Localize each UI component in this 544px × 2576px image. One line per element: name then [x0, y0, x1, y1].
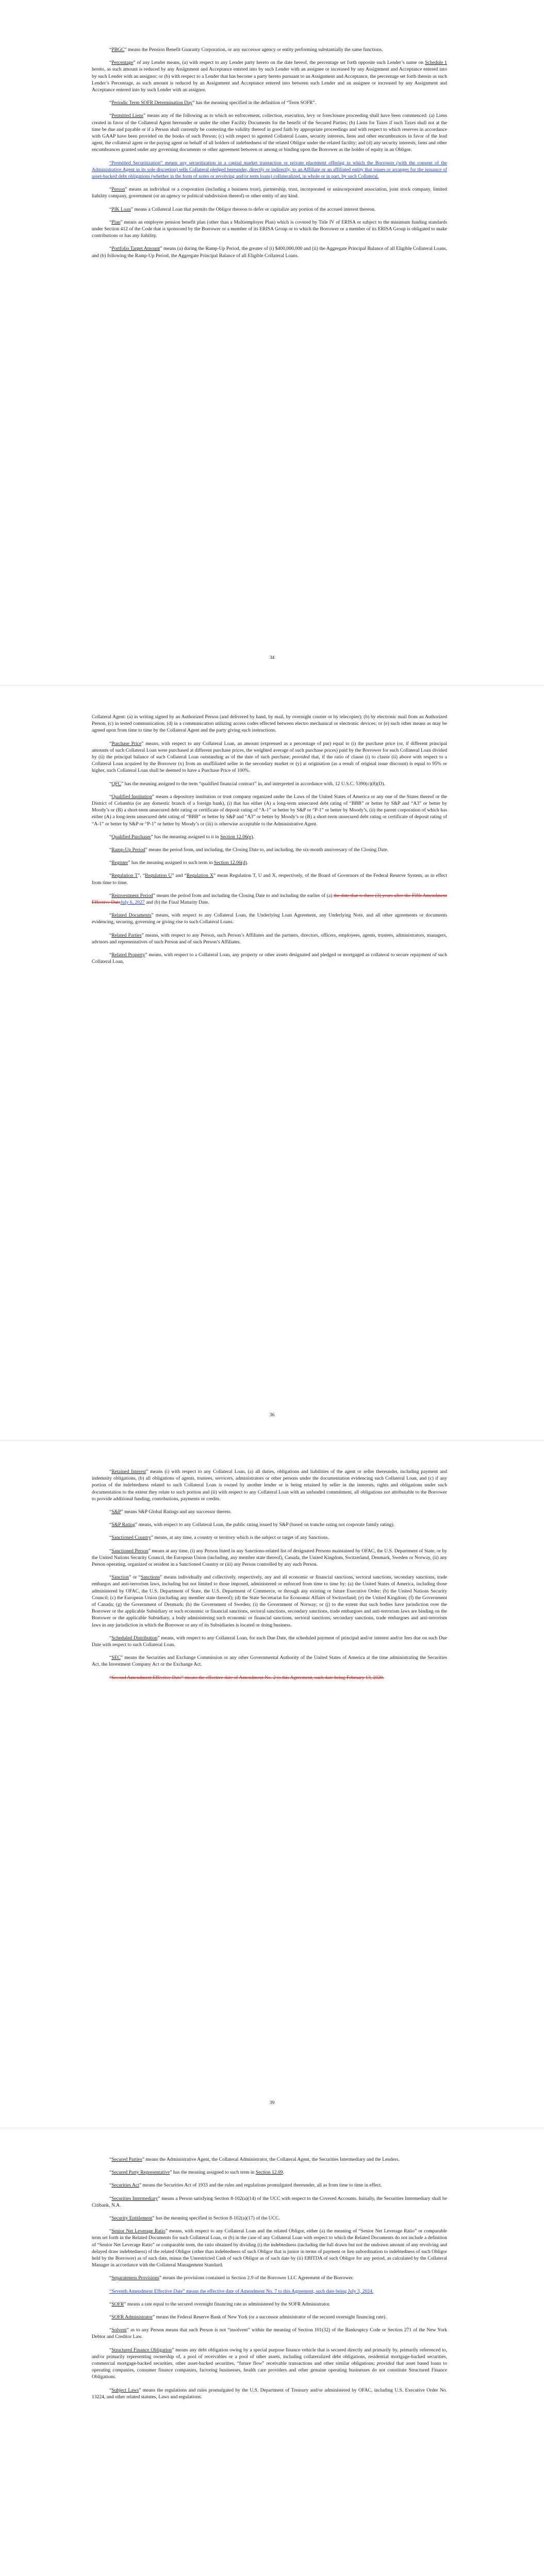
- defined-term: QFC: [111, 781, 121, 787]
- definition-retained-interest: [92, 1468, 447, 1502]
- deleted-text: the date that is three (3) years after the Fifth Amendment Effective Date: [92, 892, 447, 906]
- definition-proper-instructions-continued: [92, 714, 447, 734]
- text-run: “: [109, 834, 112, 840]
- text-run: ” of any Lender means, (a) with respect to any Lender party hereto on the date hereof, the percentage set forth opposite such Lender’s name on: [133, 60, 425, 66]
- text-run: that asset based loans to operating companies, consumer finance companies, factoring businesses, health care providers and other genuine operating businesses do not constitute Structured Finance Obligations.: [92, 2361, 447, 2380]
- definition-percentage: [92, 59, 447, 93]
- text-run: “: [109, 873, 112, 879]
- text-run: ” means any debt obligation owing by a special purpose finance vehicle that is secured directly and primarily by, primarily referenced to, and/or primarily representing ownership of, a pool of receivables or a pool of other assets, including collateralized debt obligations, residential mortgage-backed securities, commercial mortgage-backed securities, other asset-backed securities, “future flow” receivable transactions and other similar obligations;: [92, 2347, 447, 2367]
- defined-term: PIK Loan: [111, 206, 131, 212]
- text-run: ” means, at any time, a country or territory which is the subject or target of any Sanctions.: [151, 1535, 329, 1541]
- text-run: and (b) the Final Maturity Date.: [144, 900, 209, 906]
- defined-term: Securities Act: [111, 2182, 139, 2189]
- definition-pbgc: [92, 46, 447, 53]
- text-run: “: [109, 1535, 112, 1541]
- definition-securities-intermediary: [92, 2195, 447, 2209]
- text-run: ” has the meaning assigned to such term in: [128, 860, 214, 866]
- defined-term: Section 12.06(e): [220, 834, 253, 840]
- defined-term: Permitted Liens: [111, 113, 143, 119]
- text-run: ” as to any Person means that such Person is not “insolvent” within the meaning of Section 101(32) of the Bankruptcy Code or Section 271 of the New York Debtor and Creditor Law.: [92, 2327, 447, 2340]
- defined-term: Scheduled Distribution: [111, 1635, 158, 1641]
- text-run: ” means, with respect to a Collateral Loan, any property or other assets designated and pledged or mortgaged as collateral to secure repayment of such Collateral Loan,: [92, 952, 447, 965]
- defined-term: Qualified Purchaser: [111, 834, 151, 840]
- defined-term: Securities Intermediary: [111, 2195, 158, 2201]
- page-34-body: [0, 46, 544, 265]
- page-39-body: [0, 1468, 544, 1687]
- text-run: “: [109, 793, 112, 800]
- text-run: “: [109, 740, 112, 747]
- defined-term: Schedule 1: [425, 60, 447, 66]
- defined-term: Related Property: [111, 952, 145, 958]
- text-run: ” means the provisions contained in Section 2.9 of the Borrower LLC Agreement of the Borrower.: [159, 2275, 354, 2281]
- text-run: “: [109, 2182, 112, 2189]
- text-run: ” means the period from, and including, the Closing Date to, and including, the six-month anniversary of the Closing Date.: [145, 847, 389, 853]
- text-run: ” means at any time, (i) any Person listed in any Sanctions-related list of designated Persons maintained by OFAC, the U.S. Department of State, or by the United Nations Security Council, the European Union (including, any member state thereof), Canada, the United Kingdom, Switzerland, Denmark, Sweden or Norway, (ii) any Person operating, organized or resident in a Sanctioned Country or (iii) any Person controlled by any such Person.: [92, 1548, 447, 1568]
- text-run: ”, “: [138, 873, 145, 879]
- text-run: ” means an employee pension benefit plan (other than a Multiemployer Plan) which is covered by Title IV of ERISA or subject to the minimum funding standards under Section 412 of the Code that is sponsored by the Borrower or a member of its ERISA Group or to which the Borrower or a member of its ERISA Group is obligated to make contributions or has any liability.: [92, 219, 447, 239]
- text-run: “: [109, 219, 112, 225]
- text-run: “: [109, 2157, 112, 2162]
- defined-term: Regulation U: [145, 873, 172, 879]
- definition-subject-laws: [92, 2387, 447, 2400]
- italic-text: provided: [376, 2361, 394, 2367]
- text-run: ” means (i) with respect to any Collateral Loan, (a) all duties, obligations and liabilities of the agent or seller thereunder, including payment and indemnity obligations, (b) all obligations of agents, trustees, servicers, administrators or other persons under the documentation evidencing such Collateral Loan, and (c) if any portion of the indebtedness related to such Collateral Loan is owned by another lender or is being retained by seller in the interests, rights and obligations under such documentation to the extent they relate to such portion and (ii) with respect to any Collateral Loan with an unfunded commitment, all obligations not attributable to the Borrower to provide additional funding, contributions, payments or credits.: [92, 1469, 448, 1502]
- text-run: “: [109, 2387, 112, 2393]
- page-number: 36: [269, 1412, 275, 1418]
- definition-related-parties: [92, 932, 447, 945]
- defined-term: S&P: [111, 1509, 121, 1515]
- definition-person: [92, 186, 447, 199]
- defined-term: SOFR Administrator: [111, 2314, 153, 2320]
- text-run: “: [109, 1548, 112, 1554]
- definition-ramp-up-period: [92, 846, 447, 853]
- text-run: ” means, with respect to any Collateral Loan, for each Due Date, the scheduled payment of principal and/or interest and/or fees due on such Due Date with respect to such Collateral Loan.: [92, 1635, 448, 1648]
- text-run: ” means the regulations and rules promulgated by the U.S. Department of Treasury and/or administered by OFAC, including U.S. Executive Order No. 13224, and other related statutes, Laws and regulations.: [92, 2387, 447, 2400]
- text-run: ” means, with respect to any Collateral Loan and the related Obligor, either (a) the meaning of “Senior Net Leverage Ratio” or comparable term set forth in the Related Documents for such Collateral Loan, or (b) in the case of any Collateral Loan with respect to which the Related Documents do not include a definition of “Senior Net Leverage Ratio” or comparable term, the ratio obtained by dividing (i) the indebtedness (including the full drawn but not the undrawn amount of any revolving and delayed draw indebtedness) of the related Obligor (other than indebtedness of such Obligor that is junior in terms of payment or lien subordination to indebtedness of such Obligor held by the Borrower) as of such date, minus the Unrestricted Cash of such Obligor as of such date by (ii) EBITDA of such Obligor for any period, as calculated by the Collateral Manager in accordance with the Collateral Management Standard.: [92, 2228, 448, 2268]
- text-run: “: [109, 1522, 112, 1528]
- defined-term: Reinvestment Period: [111, 892, 153, 899]
- text-run: ” means, with respect to any Collateral Loan, the public rating issued by S&P (based on tranche rating not corporate family rating).: [135, 1522, 395, 1528]
- text-run: ” means individually and collectively, respectively, any and all economic or financial sanctions, sectoral sanctions, secondary sanctions, trade embargos and anti-terrorism laws, including but not limited to those imposed, administered or enforced from time to time by: (a) the United States of America, including those administered by OFAC, the U.S. Department of State, the U.S. Department of Commerce, or through any existing or future Executive Order; (b) the United Nations Security Council; (c) the European Union (including any member state thereof); (d) the State Secretariat for Economic Affairs of Switzerland; (e) the United Kingdom; (f) the Government of Canada; (g) the Government of Denmark; (h) the Government of Sweden; (i) the Government of Norway; or (j) to the extent that such bodies have jurisdiction over the Borrower or the applicable Subsidiary or such economic or financial sanctions, sectoral sanctions, secondary sanctions, trade embargoes and anti-terrorism laws are binding on the Borrower or the applicable Subsidiary, a body administering such economic or financial sanctions, sectoral sanctions, secondary sanctions, trade embargoes and anti-terrorism laws in any jurisdiction in which the Borrower or any of its Subsidiaries is located or doing business.: [92, 1574, 447, 1628]
- text-run: ” means the period from and including the Closing Date to and including the earlier of (a): [153, 892, 334, 899]
- text-run: “: [109, 2195, 112, 2201]
- text-run: ” has the meaning specified in the definition of “Term SOFR”.: [192, 100, 317, 106]
- defined-term: Sanctioned Country: [111, 1535, 151, 1541]
- inserted-text: “Permitted Securitization” means any securitization in a capital market transaction or private placement offering in which the Borrower (with the consent of the Administrative Agent in its sole discretion) sells Collateral pledged hereunder, directly or indirectly, to an Affiliate or an affiliated entity that issues or arranges for the issuance of asset-backed debt obligations (whether in the form of notes or revolving and/or term loans) collateralized, in whole or in part, by such Collateral.: [92, 160, 447, 180]
- defined-term: Secured Parties: [111, 2157, 142, 2162]
- definition-pik-loan: [92, 206, 447, 213]
- definition-qualified-institution: [92, 793, 447, 827]
- text-run: .: [246, 860, 249, 866]
- definition-s-and-p: [92, 1509, 447, 1515]
- text-run: ” means a Collateral Loan that permits the Obligor thereon to defer or capitalize any portion of the accrued interest thereon.: [130, 206, 376, 212]
- definition-sanctioned-person: [92, 1548, 447, 1568]
- deleted-text: “Second Amendment Effective Date” means the effective date of Amendment No. 2 to this Agreement, such date being February 13, 2020.: [109, 1674, 385, 1681]
- text-run: ” means a rate equal to the secured overnight financing rate as administered by the SOFR Administrator.: [124, 2301, 331, 2307]
- text-run: ” means S&P Global Ratings and any successor thereto.: [121, 1509, 232, 1515]
- text-run: ” means, with respect to any Collateral Loan, an amount (expressed as a percentage of par) equal to (i) the purchase price (or, if different principal amounts of such Collateral Loan were purchased at different purchase prices, the weighted average of such purchase prices) paid by the Borrower for such Collateral Loan divided by (ii) the principal balance of such Collateral Loan outstanding as of the date of such purchase;: [92, 740, 447, 760]
- text-run: “: [109, 847, 112, 853]
- defined-term: Sanctioned Person: [111, 1548, 149, 1554]
- definition-periodic-term-sofr-determination-day: [92, 99, 447, 106]
- defined-term: Portfolio Target Amount: [111, 246, 160, 252]
- defined-term: Related Documents: [111, 912, 152, 919]
- defined-term: Related Parties: [111, 932, 142, 938]
- text-run: ” means an individual or a corporation (including a business trust), partnership, trust, incorporated or unincorporated association, joint stock company, limited liability company, government (or an agency or political subdivision thereof) or other entity of any kind.: [92, 187, 447, 199]
- defined-term: S&P Rating: [111, 1522, 136, 1528]
- defined-term: Qualified Institution: [111, 793, 152, 800]
- defined-term: Sanctions: [140, 1574, 160, 1581]
- text-run: hereto, as such amount is reduced by any Assignment and Acceptance entered into by such Lender with an assignee or increased by any Assignment and Acceptance entered into by such Lender with an assignor; or (b) with respect to a Lender that has become a party hereto pursuant to an Assignment and Acceptance, the percentage set forth therein as such Lender’s Percentage, as such amount is reduced by an Assignment and Acceptance entered into between such Lender and an assignee or increased by any Assignment and Acceptance entered into by such Lender with an assignor.: [92, 66, 447, 93]
- definition-s-and-p-rating: [92, 1521, 447, 1528]
- definition-separateness-provisions: [92, 2275, 447, 2281]
- definition-sanctions: [92, 1574, 447, 1629]
- page-separator: [0, 685, 544, 686]
- definition-regulations-t-u-x: [92, 872, 447, 886]
- definition-sofr: [92, 2301, 447, 2308]
- definition-security-entitlement: [92, 2215, 447, 2222]
- definition-qualified-purchaser: [92, 834, 447, 840]
- page-number: 34: [269, 655, 275, 660]
- defined-term: Security Entitlement: [111, 2215, 153, 2222]
- defined-term: Section 12.09: [255, 2170, 283, 2176]
- text-run: “: [109, 892, 112, 899]
- definition-solvent: [92, 2327, 447, 2340]
- defined-term: Plan: [111, 219, 121, 225]
- definition-register: [92, 859, 447, 866]
- text-run: Collateral Agent: (a) in writing signed by an Authorized Person (and delivered by hand, by mail, by overnight courier or by telecopier); (b) by electronic mail from an Authorized Person, (c) in tested communication; (d) in a communication utilizing access codes effected between electro mechanical or electronic devices; or (e) such other means as may be agreed upon from time to time by the Collateral Agent and the party giving such instructions.: [92, 714, 447, 734]
- text-run: “: [109, 2228, 112, 2234]
- defined-term: SOFR: [111, 2301, 124, 2307]
- text-run: “: [109, 781, 112, 787]
- italic-text: provided: [292, 754, 310, 760]
- text-run: ” means a Person satisfying Section 8-102(a)(14) of the UCC with respect to the Covered Accounts. Initially, the Securities Intermediary shall be Citibank, N.A.: [92, 2195, 447, 2208]
- text-run: “: [109, 187, 112, 193]
- defined-term: Separateness Provisions: [111, 2275, 159, 2281]
- text-run: ” means the Securities Act of 1933 and the rules and regulations promulgated thereunder, all as from time to time in effect.: [139, 2182, 382, 2189]
- text-run: “: [109, 2347, 112, 2353]
- page-36-body: [0, 714, 544, 971]
- text-run: “: [109, 60, 112, 66]
- definition-secured-parties: [92, 2156, 447, 2163]
- defined-term: Subject Laws: [111, 2387, 139, 2393]
- text-run: “: [109, 2215, 112, 2222]
- definition-related-property: [92, 952, 447, 965]
- text-run: “: [109, 246, 112, 252]
- text-run: “: [109, 206, 112, 212]
- text-run: “: [109, 912, 112, 919]
- definition-seventh-amendment-effective-date-inserted: [92, 2288, 447, 2295]
- text-run: that, if the ratio of clause (i) to clause (ii) above with respect to a Collateral Loan acquired by the Borrower (x) from an unaffiliated seller in the secondary market or (y) at origination (as a result of original issue discount) is equal to 95% or higher, such Collateral Loan shall be deemed to have a Purchase Price of 100%.: [92, 754, 447, 774]
- definition-related-documents: [92, 912, 447, 925]
- text-run: “: [109, 1635, 112, 1641]
- definition-reinvestment-period-amended: [92, 892, 447, 906]
- text-run: ” means the Federal Reserve Bank of New York (or a successor administrator of the secured overnight financing rate).: [152, 2314, 387, 2320]
- text-run: ” has the meaning assigned to such term in: [170, 2170, 256, 2176]
- text-run: “: [109, 2301, 112, 2307]
- defined-term: Percentage: [111, 60, 134, 66]
- definition-structured-finance-obligation: [92, 2347, 447, 2381]
- page-number: 39: [269, 2100, 275, 2106]
- defined-term: Regulation X: [186, 873, 213, 879]
- defined-term: Regulation T: [111, 873, 138, 879]
- text-run: “: [109, 100, 112, 106]
- defined-term: Sanction: [111, 1574, 129, 1581]
- text-run: “: [109, 47, 112, 53]
- defined-term: Register: [111, 860, 128, 866]
- defined-term: Retained Interest: [111, 1469, 146, 1475]
- definition-scheduled-distribution: [92, 1635, 447, 1648]
- definition-permitted-securitization-inserted: [92, 160, 447, 180]
- text-run: “: [109, 1655, 112, 1661]
- text-run: ” or “: [128, 1574, 141, 1581]
- text-run: .: [253, 834, 254, 840]
- text-run: “: [109, 113, 112, 119]
- text-run: ” means the Pension Benefit Guaranty Corporation, or any successor agency or entity performing substantially the same functions.: [124, 47, 383, 53]
- defined-term: SEC: [111, 1655, 121, 1661]
- definition-senior-net-leverage-ratio: [92, 2228, 447, 2268]
- definition-sofr-administrator: [92, 2314, 447, 2320]
- page-40-body: [0, 2156, 544, 2406]
- text-run: ” mean Regulation T, U and X, respectively, of the Board of Governors of the Federal Reserve System, as in effect from time to time.: [92, 873, 447, 886]
- defined-term: Periodic Term SOFR Determination Day: [111, 100, 193, 106]
- defined-term: Person: [111, 187, 125, 193]
- text-run: ” means the Administrative Agent, the Collateral Administrator, the Collateral Agent, the Securities Intermediary and the Lenders.: [142, 2157, 400, 2162]
- text-run: ” means a depository institution or trust company organized under the Laws of the United States of America or any one of the States thereof or the District of Columbia (or any domestic branch of a foreign bank), (i) that has either (A) a long-term unsecured debt rating of “BBB” or better by S&P and “A3” or better by Moody’s or (B) a short-term unsecured debt rating or certificate of deposit rating of “A-1” or better by S&P or “P-1” or better by Moody’s, (ii) the parent corporation of which has either (A) a long-term unsecured debt rating of “BBB” or better by S&P and “A3” or better by Moody’s or (B) a short-term unsecured debt rating or certificate of deposit rating of “A-1” or better by S&P or “P-1” or better by Moody’s or (iii) is otherwise acceptable to the Administrative Agent.: [92, 793, 448, 827]
- definition-secured-party-representative: [92, 2169, 447, 2176]
- defined-term: Structured Finance Obligation: [111, 2347, 172, 2353]
- text-run: ” has the meaning assigned to it in: [151, 834, 221, 840]
- defined-term: PBGC: [111, 47, 125, 53]
- definition-second-amendment-effective-date-deleted: [92, 1674, 447, 1681]
- text-run: “: [109, 952, 112, 958]
- text-run: “: [109, 1509, 112, 1515]
- definition-portfolio-target-amount: [92, 245, 447, 259]
- text-run: ” and “: [172, 873, 187, 879]
- text-run: ” means, with respect to any Collateral Loan, the Underlying Loan Agreement, any Underlying Note, and all other agreements or documents evidencing, securing, governing or giving rise to such Collateral Loans.: [92, 912, 447, 925]
- text-run: “: [109, 2170, 112, 2176]
- defined-term: Solvent: [111, 2327, 127, 2333]
- definition-qfc: [92, 781, 447, 787]
- defined-term: Ramp-Up Period: [111, 847, 145, 853]
- defined-term: Secured Party Representative: [111, 2170, 170, 2176]
- text-run: ” has the meaning specified in Section 8-102(a)(17) of the UCC.: [152, 2215, 280, 2222]
- defined-term: Section 12.06(d): [213, 860, 247, 866]
- definition-sec: [92, 1654, 447, 1668]
- inserted-text: July 6, 2027: [120, 900, 145, 906]
- text-run: ” means any of the following as to which no enforcement, collection, execution, levy or foreclosure proceeding shall have been commenced: (a) Liens created in favor of the Collateral Agent hereunder or under the other Facility Documents for the benefit of the Secured Parties; (b) Liens for Taxes if such Taxes shall not at the time be due and payable or if a Person shall currently be contesting the validity thereof in good faith by appropriate proceedings and with respect to which reserves in accordance with GAAP have been provided on the books of such Person; (c) with respect to agented Collateral Loans, security interests, liens and other encumbrances in favor of the lead agent, the collateral agent or the paying agent on behalf of all holders of indebtedness of the related Obligor under the related facility; and (d) any security interests, liens and other encumbrances granted under any governing documents or other agreement between or among or binding upon the Borrower as the holder of equity in an Obligor.: [92, 113, 448, 153]
- defined-term: Senior Net Leverage Ratio: [111, 2228, 166, 2234]
- text-run: “: [109, 1574, 112, 1581]
- text-run: “: [109, 2314, 112, 2320]
- definition-sanctioned-country: [92, 1534, 447, 1541]
- text-run: ” has the meaning assigned to the term “qualified financial contract” in, and interpreted in accordance with, 12 U.S.C. 5390(c)(8)(D).: [121, 781, 385, 787]
- text-run: .: [283, 2170, 284, 2176]
- text-run: “: [109, 2327, 112, 2333]
- text-run: “: [109, 1469, 112, 1475]
- definition-permitted-liens: [92, 112, 447, 153]
- defined-term: Purchase Price: [111, 740, 142, 747]
- text-run: “: [109, 932, 112, 938]
- definition-purchase-price: [92, 740, 447, 774]
- text-run: ” means (a) during the Ramp-Up Period, the greater of (i) $400,000,000 and (ii) the Aggregate Principal Balance of all Eligible Collateral Loans, and (b) following the Ramp-Up Period, the Aggregate Principal Balance of all Eligible Collateral Loans.: [92, 246, 448, 259]
- text-run: “: [109, 860, 112, 866]
- definition-securities-act: [92, 2182, 447, 2189]
- text-run: “: [109, 2275, 112, 2281]
- inserted-text: “Seventh Amendment Effective Date” means the effective date of Amendment No. 7 to this Agreement, such date being July 3, 2024.: [109, 2288, 374, 2294]
- definition-plan: [92, 219, 447, 240]
- text-run: ” means the Securities and Exchange Commission or any other Governmental Authority of the United States of America at the time administrating the Securities Act, the Investment Company Act or the Exchange Act.: [92, 1655, 447, 1668]
- text-run: ” means, with respect to any Person, such Person’s Affiliates and the partners, directors, officers, employees, agents, trustees, administrators, managers, advisors and representatives of such Person and of such Person’s Affiliates.: [92, 932, 448, 945]
